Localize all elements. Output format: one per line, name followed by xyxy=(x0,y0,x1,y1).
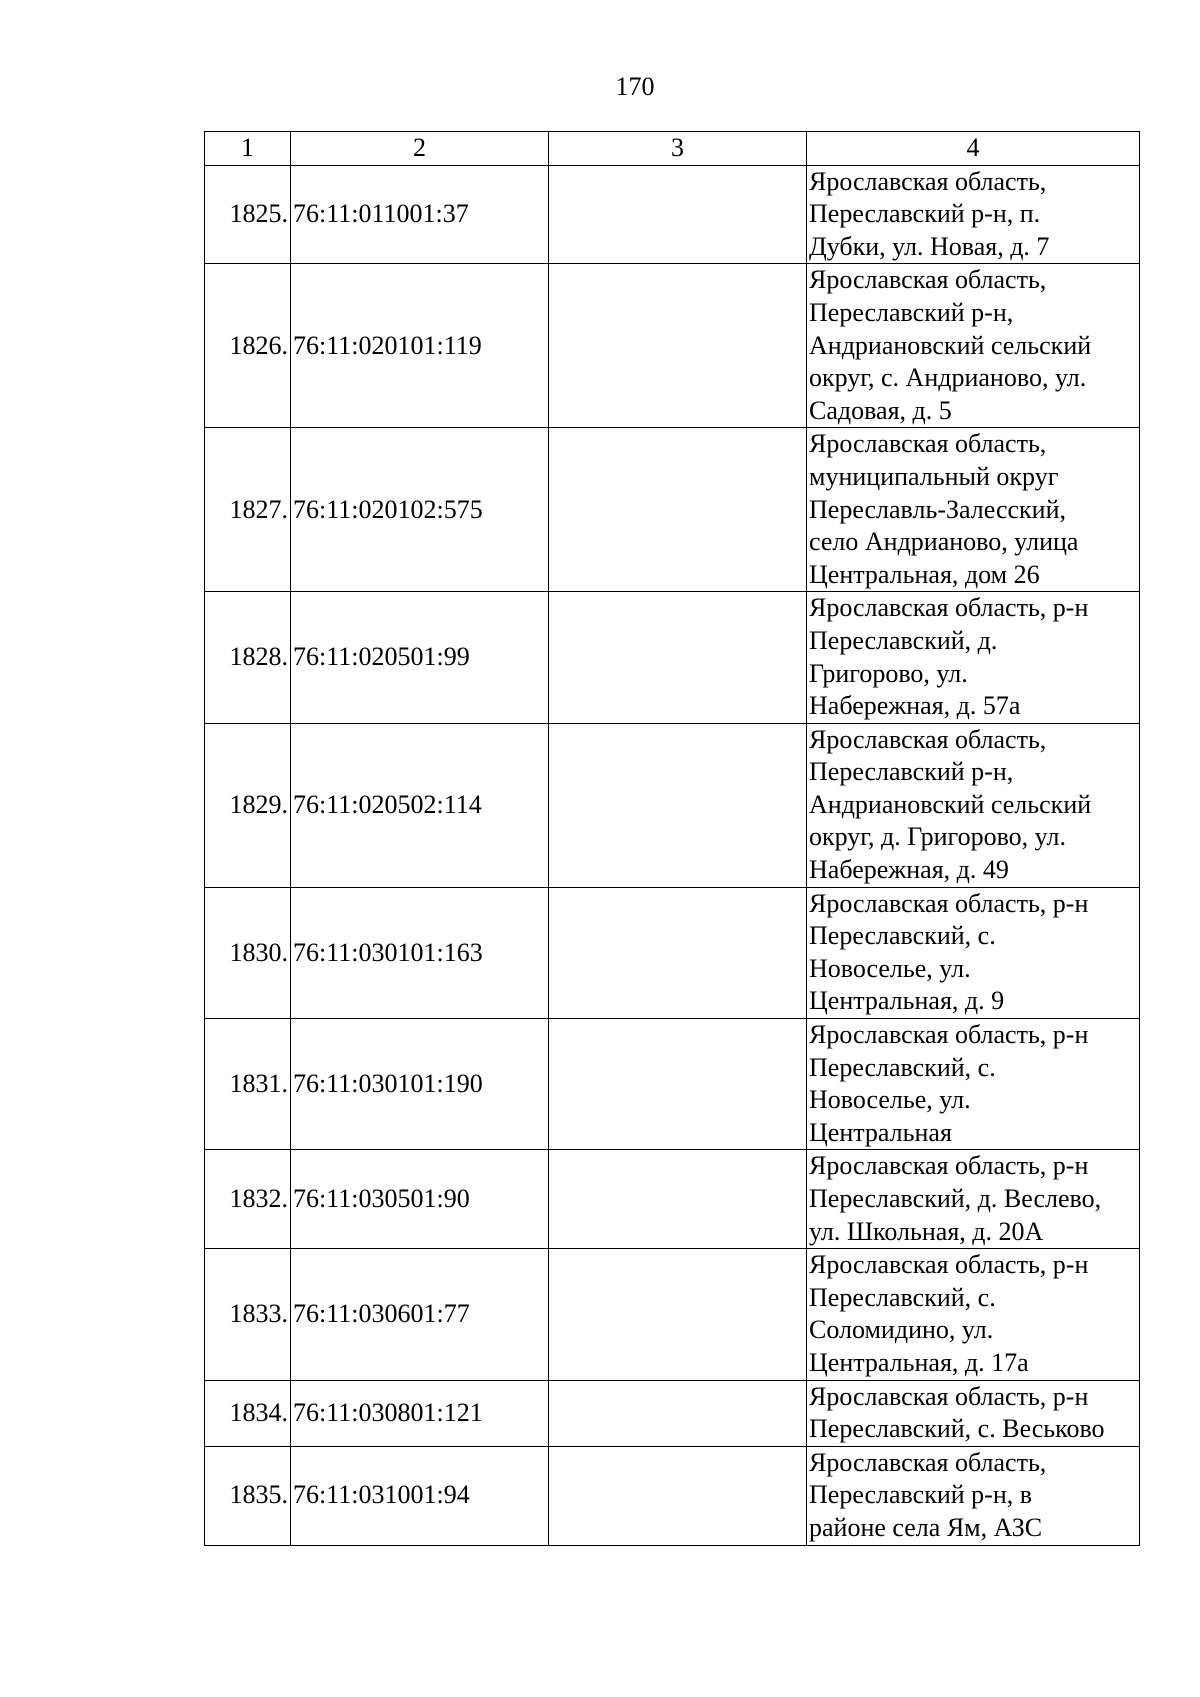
column-header-4: 4 xyxy=(807,132,1140,166)
cadastral-number-cell: 76:11:031001:94 xyxy=(291,1446,549,1545)
address-cell: Ярославская область, р-н Переславский, с. Новоселье, ул. Центральная xyxy=(807,1019,1140,1150)
address-cell: Ярославская область, р-н Переславский, с. Веськово xyxy=(807,1380,1140,1446)
row-number-cell: 1830. xyxy=(205,887,291,1018)
row-number-cell: 1834. xyxy=(205,1380,291,1446)
table-row xyxy=(205,887,1140,1018)
table-row xyxy=(205,1380,1140,1446)
column-header-3: 3 xyxy=(549,132,807,166)
table-row xyxy=(205,723,1140,887)
table-header-row xyxy=(205,132,1140,166)
address-cell: Ярославская область, р-н Переславский, с. Новоселье, ул. Центральная, д. 9 xyxy=(807,887,1140,1018)
cadastral-number-cell: 76:11:030101:163 xyxy=(291,887,549,1018)
table-row xyxy=(205,1150,1140,1249)
address-cell: Ярославская область, Переславский р-н, п. Дубки, ул. Новая, д. 7 xyxy=(807,165,1140,264)
table-body xyxy=(205,165,1140,1545)
row-number-cell: 1831. xyxy=(205,1019,291,1150)
row-number-cell: 1832. xyxy=(205,1150,291,1249)
cadastral-number-cell: 76:11:020101:119 xyxy=(291,264,549,428)
cadastral-number-cell: 76:11:011001:37 xyxy=(291,165,549,264)
column-3-cell xyxy=(549,1446,807,1545)
cadastral-number-cell: 76:11:020102:575 xyxy=(291,428,549,592)
column-3-cell xyxy=(549,264,807,428)
cadastral-number-cell: 76:11:030601:77 xyxy=(291,1249,549,1380)
cadastral-number-cell: 76:11:020502:114 xyxy=(291,723,549,887)
cadastral-number-cell: 76:11:030101:190 xyxy=(291,1019,549,1150)
row-number-cell: 1829. xyxy=(205,723,291,887)
table-row xyxy=(205,428,1140,592)
column-3-cell xyxy=(549,1019,807,1150)
address-cell: Ярославская область, Переславский р-н, в районе села Ям, АЗС xyxy=(807,1446,1140,1545)
table-row xyxy=(205,165,1140,264)
address-cell: Ярославская область, муниципальный округ Переславль-Залесский, село Андрианово, улица Центральная, дом 26 xyxy=(807,428,1140,592)
address-cell: Ярославская область, Переславский р-н, Андриановский сельский округ, д. Григорово, ул. Набережная, д. 49 xyxy=(807,723,1140,887)
table-row xyxy=(205,592,1140,723)
column-header-1: 1 xyxy=(205,132,291,166)
page-number: 170 xyxy=(615,72,655,101)
row-number-cell: 1826. xyxy=(205,264,291,428)
row-number-cell: 1827. xyxy=(205,428,291,592)
table-row xyxy=(205,1446,1140,1545)
column-3-cell xyxy=(549,592,807,723)
column-header-2: 2 xyxy=(291,132,549,166)
column-3-cell xyxy=(549,1380,807,1446)
row-number-cell: 1825. xyxy=(205,165,291,264)
address-cell: Ярославская область, р-н Переславский, д. Веслево, ул. Школьная, д. 20А xyxy=(807,1150,1140,1249)
address-cell: Ярославская область, Переславский р-н, Андриановский сельский округ, с. Андрианово, ул. Садовая, д. 5 xyxy=(807,264,1140,428)
cadastral-number-cell: 76:11:030801:121 xyxy=(291,1380,549,1446)
column-3-cell xyxy=(549,1249,807,1380)
table-row xyxy=(205,264,1140,428)
address-cell: Ярославская область, р-н Переславский, д. Григорово, ул. Набережная, д. 57а xyxy=(807,592,1140,723)
row-number-cell: 1835. xyxy=(205,1446,291,1545)
row-number-cell: 1828. xyxy=(205,592,291,723)
registry-table xyxy=(204,131,1140,1546)
column-3-cell xyxy=(549,1150,807,1249)
column-3-cell xyxy=(549,723,807,887)
table-row xyxy=(205,1249,1140,1380)
cadastral-number-cell: 76:11:030501:90 xyxy=(291,1150,549,1249)
address-cell: Ярославская область, р-н Переславский, с. Соломидино, ул. Центральная, д. 17а xyxy=(807,1249,1140,1380)
cadastral-number-cell: 76:11:020501:99 xyxy=(291,592,549,723)
row-number-cell: 1833. xyxy=(205,1249,291,1380)
column-3-cell xyxy=(549,165,807,264)
column-3-cell xyxy=(549,887,807,1018)
table-row xyxy=(205,1019,1140,1150)
column-3-cell xyxy=(549,428,807,592)
